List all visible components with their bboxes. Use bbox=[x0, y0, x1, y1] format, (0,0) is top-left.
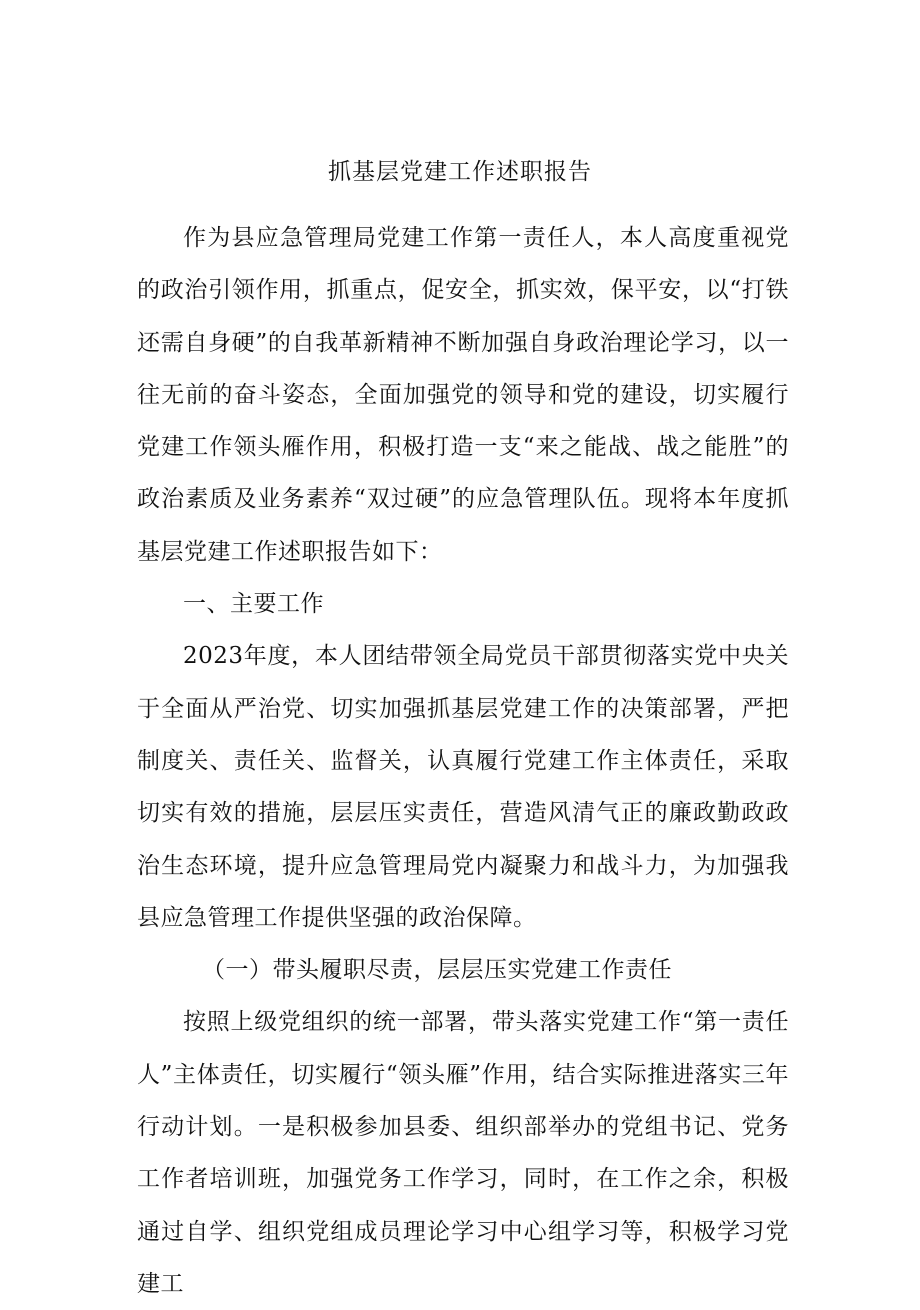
section-heading-main-work: 一、主要工作 bbox=[183, 591, 324, 618]
document-title: 抓基层党建工作述职报告 bbox=[328, 159, 592, 185]
paragraph-intro: 作为县应急管理局党建工作第一责任人，本人高度重视党的政治引领作用，抓重点，促安全，抓实效，保平安，以“打铁还需自身硬”的自我革新精神不断加强自身政治理论学习，以一往无前的奋斗姿态，全面加强党的领导和党的建设，切实履行党建工作领头雁作用，积极打造一支“来之能战、战之能胜”的政治素质及业务素养“双过硬”的应急管理队伍。现将本年度抓基层党建工作述职报告如下： bbox=[137, 225, 789, 565]
subsection-heading-1: （一）带头履职尽责，层层压实党建工作责任 bbox=[202, 957, 672, 984]
document-body bbox=[137, 212, 789, 1310]
paragraph-responsibility: 按照上级党组织的统一部署，带头落实党建工作“第一责任人”主体责任，切实履行“领头雁”作用，结合实际推进落实三年行动计划。一是积极参加县委、组织部举办的党组书记、党务工作者培训班，加强党务工作学习，同时，在工作之余，积极通过自学、组织党组成员理论学习中心组学习等，积极学习党建工 bbox=[137, 1009, 789, 1297]
paragraph-2023-summary: 2023年度，本人团结带领全局党员干部贯彻落实党中央关于全面从严治党、切实加强抓基层党建工作的决策部署，严把制度关、责任关、监督关，认真履行党建工作主体责任，采取切实有效的措施，层层压实责任，营造风清气正的廉政勤政政治生态环境，提升应急管理局党内凝聚力和战斗力，为加强我县应急管理工作提供坚强的政治保障。 bbox=[137, 643, 789, 931]
